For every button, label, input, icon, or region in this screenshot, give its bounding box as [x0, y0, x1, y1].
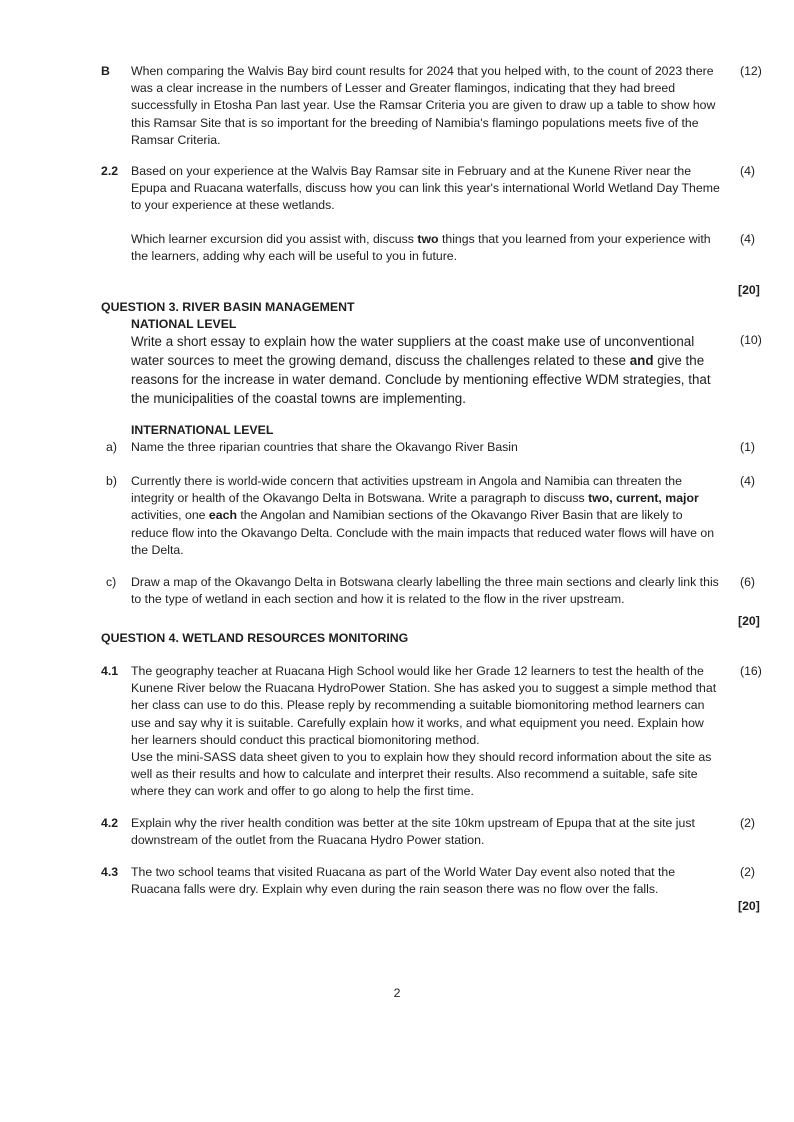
question-2-2 [0, 163, 794, 215]
question-3-essay [0, 332, 794, 408]
question-4-2 [0, 815, 794, 849]
question-number: 4.3 [101, 865, 119, 879]
section-total: [20] [738, 899, 760, 913]
question-marks: (1) [740, 440, 756, 454]
question-text: Currently there is world-wide concern that activities upstream in Angola and Namibia can threaten the integrity or health of the Okavango Delta in Botswana. Write a paragraph to discuss two, current, major activities, one each the Angolan and Namibian sections of the Okavango River Basin that are likely to reduce flow into the Okavango Delta. Conclude with the main impacts that reduced water flows will have on the Delta. [131, 474, 715, 557]
question-text: Explain why the river health condition was better at the site 10km upstream of Epupa that at the site just downstream of the outlet from the Ruacana Hydro Power station. [131, 816, 695, 848]
question-marks: (6) [740, 575, 756, 589]
question-text: Based on your experience at the Walvis Bay Ramsar site in February and at the Kunene River near the Epupa and Ruacana waterfalls, discuss how you can link this year's international World Wetland Day Theme to your experience at these wetlands. [131, 164, 720, 213]
international-level-heading: INTERNATIONAL LEVEL [131, 423, 274, 437]
question-text: Name the three riparian countries that share the Okavango River Basin [131, 440, 518, 454]
question-number: 2.2 [101, 164, 119, 178]
question-number: b) [106, 474, 117, 488]
question-number: 4.2 [101, 816, 119, 830]
question-4-3 [0, 864, 794, 898]
question-marks: (16) [740, 664, 762, 678]
question-4-heading: QUESTION 4. WETLAND RESOURCES MONITORING [101, 631, 409, 645]
question-3b [0, 473, 794, 559]
question-text: Draw a map of the Okavango Delta in Botswana clearly labelling the three main sections and clearly link this to the type of wetland in each section and how it is related to the flow in the river upstream. [131, 575, 719, 607]
question-text: Which learner excursion did you assist with, discuss two things that you learned from your experience with the learners, adding why each will be useful to you in future. [131, 232, 711, 264]
question-text: The geography teacher at Ruacana High School would like her Grade 12 learners to test the health of the Kunene River below the Ruacana HydroPower Station. She has asked you to suggest a simple method that her class can use to do this. Please reply by recommending a suitable biomonitoring method learners can use and say why it is suitable. Carefully explain how it works, and what equipment you need. Explain how her learners should conduct this practical biomonitoring method. Use the mini-SASS data sheet given to you to explain how they should record information about the site as well as their results and how to calculate and interpret their results. Also recommend a suitable, safe site where they can work and offer to go along to help the first time. [131, 664, 717, 799]
question-number: B [101, 64, 110, 78]
question-3a [0, 439, 794, 456]
question-b [0, 63, 794, 149]
question-3-heading: QUESTION 3. RIVER BASIN MANAGEMENT [101, 300, 355, 314]
question-marks: (4) [740, 474, 756, 488]
question-2-2-part-two [0, 231, 794, 265]
section-total: [20] [738, 614, 760, 628]
question-number: a) [106, 440, 117, 454]
question-text: Write a short essay to explain how the water suppliers at the coast make use of unconventional water sources to meet the growing demand, discuss the challenges related to these and give the reasons for the increase in water demand. Conclude by mentioning effective WDM strategies, that the municipalities of the coastal towns are implementing. [131, 334, 711, 406]
question-marks: (12) [740, 64, 762, 78]
question-marks: (2) [740, 865, 756, 879]
question-text: The two school teams that visited Ruacana as part of the World Water Day event also noted that the Ruacana falls were dry. Explain why even during the rain season there was no flow over the falls. [131, 865, 676, 897]
page-number: 2 [393, 986, 401, 1000]
question-4-1 [0, 663, 794, 801]
question-marks: (4) [740, 164, 756, 178]
question-marks: (10) [740, 333, 762, 347]
question-3c [0, 574, 794, 608]
question-number: 4.1 [101, 664, 119, 678]
national-level-heading: NATIONAL LEVEL [131, 317, 237, 331]
question-marks: (4) [740, 232, 756, 246]
question-text: When comparing the Walvis Bay bird count results for 2024 that you helped with, to the count of 2023 there was a clear increase in the numbers of Lesser and Greater flamingos, indicating that they had breed successfully in Etosha Pan last year. Use the Ramsar Criteria you are given to draw up a table to show how this Ramsar Site that is so important for the breeding of Namibia's flamingo populations meets five of the Ramsar Criteria. [131, 64, 716, 147]
section-total: [20] [738, 283, 760, 297]
question-number: c) [106, 575, 117, 589]
question-marks: (2) [740, 816, 756, 830]
